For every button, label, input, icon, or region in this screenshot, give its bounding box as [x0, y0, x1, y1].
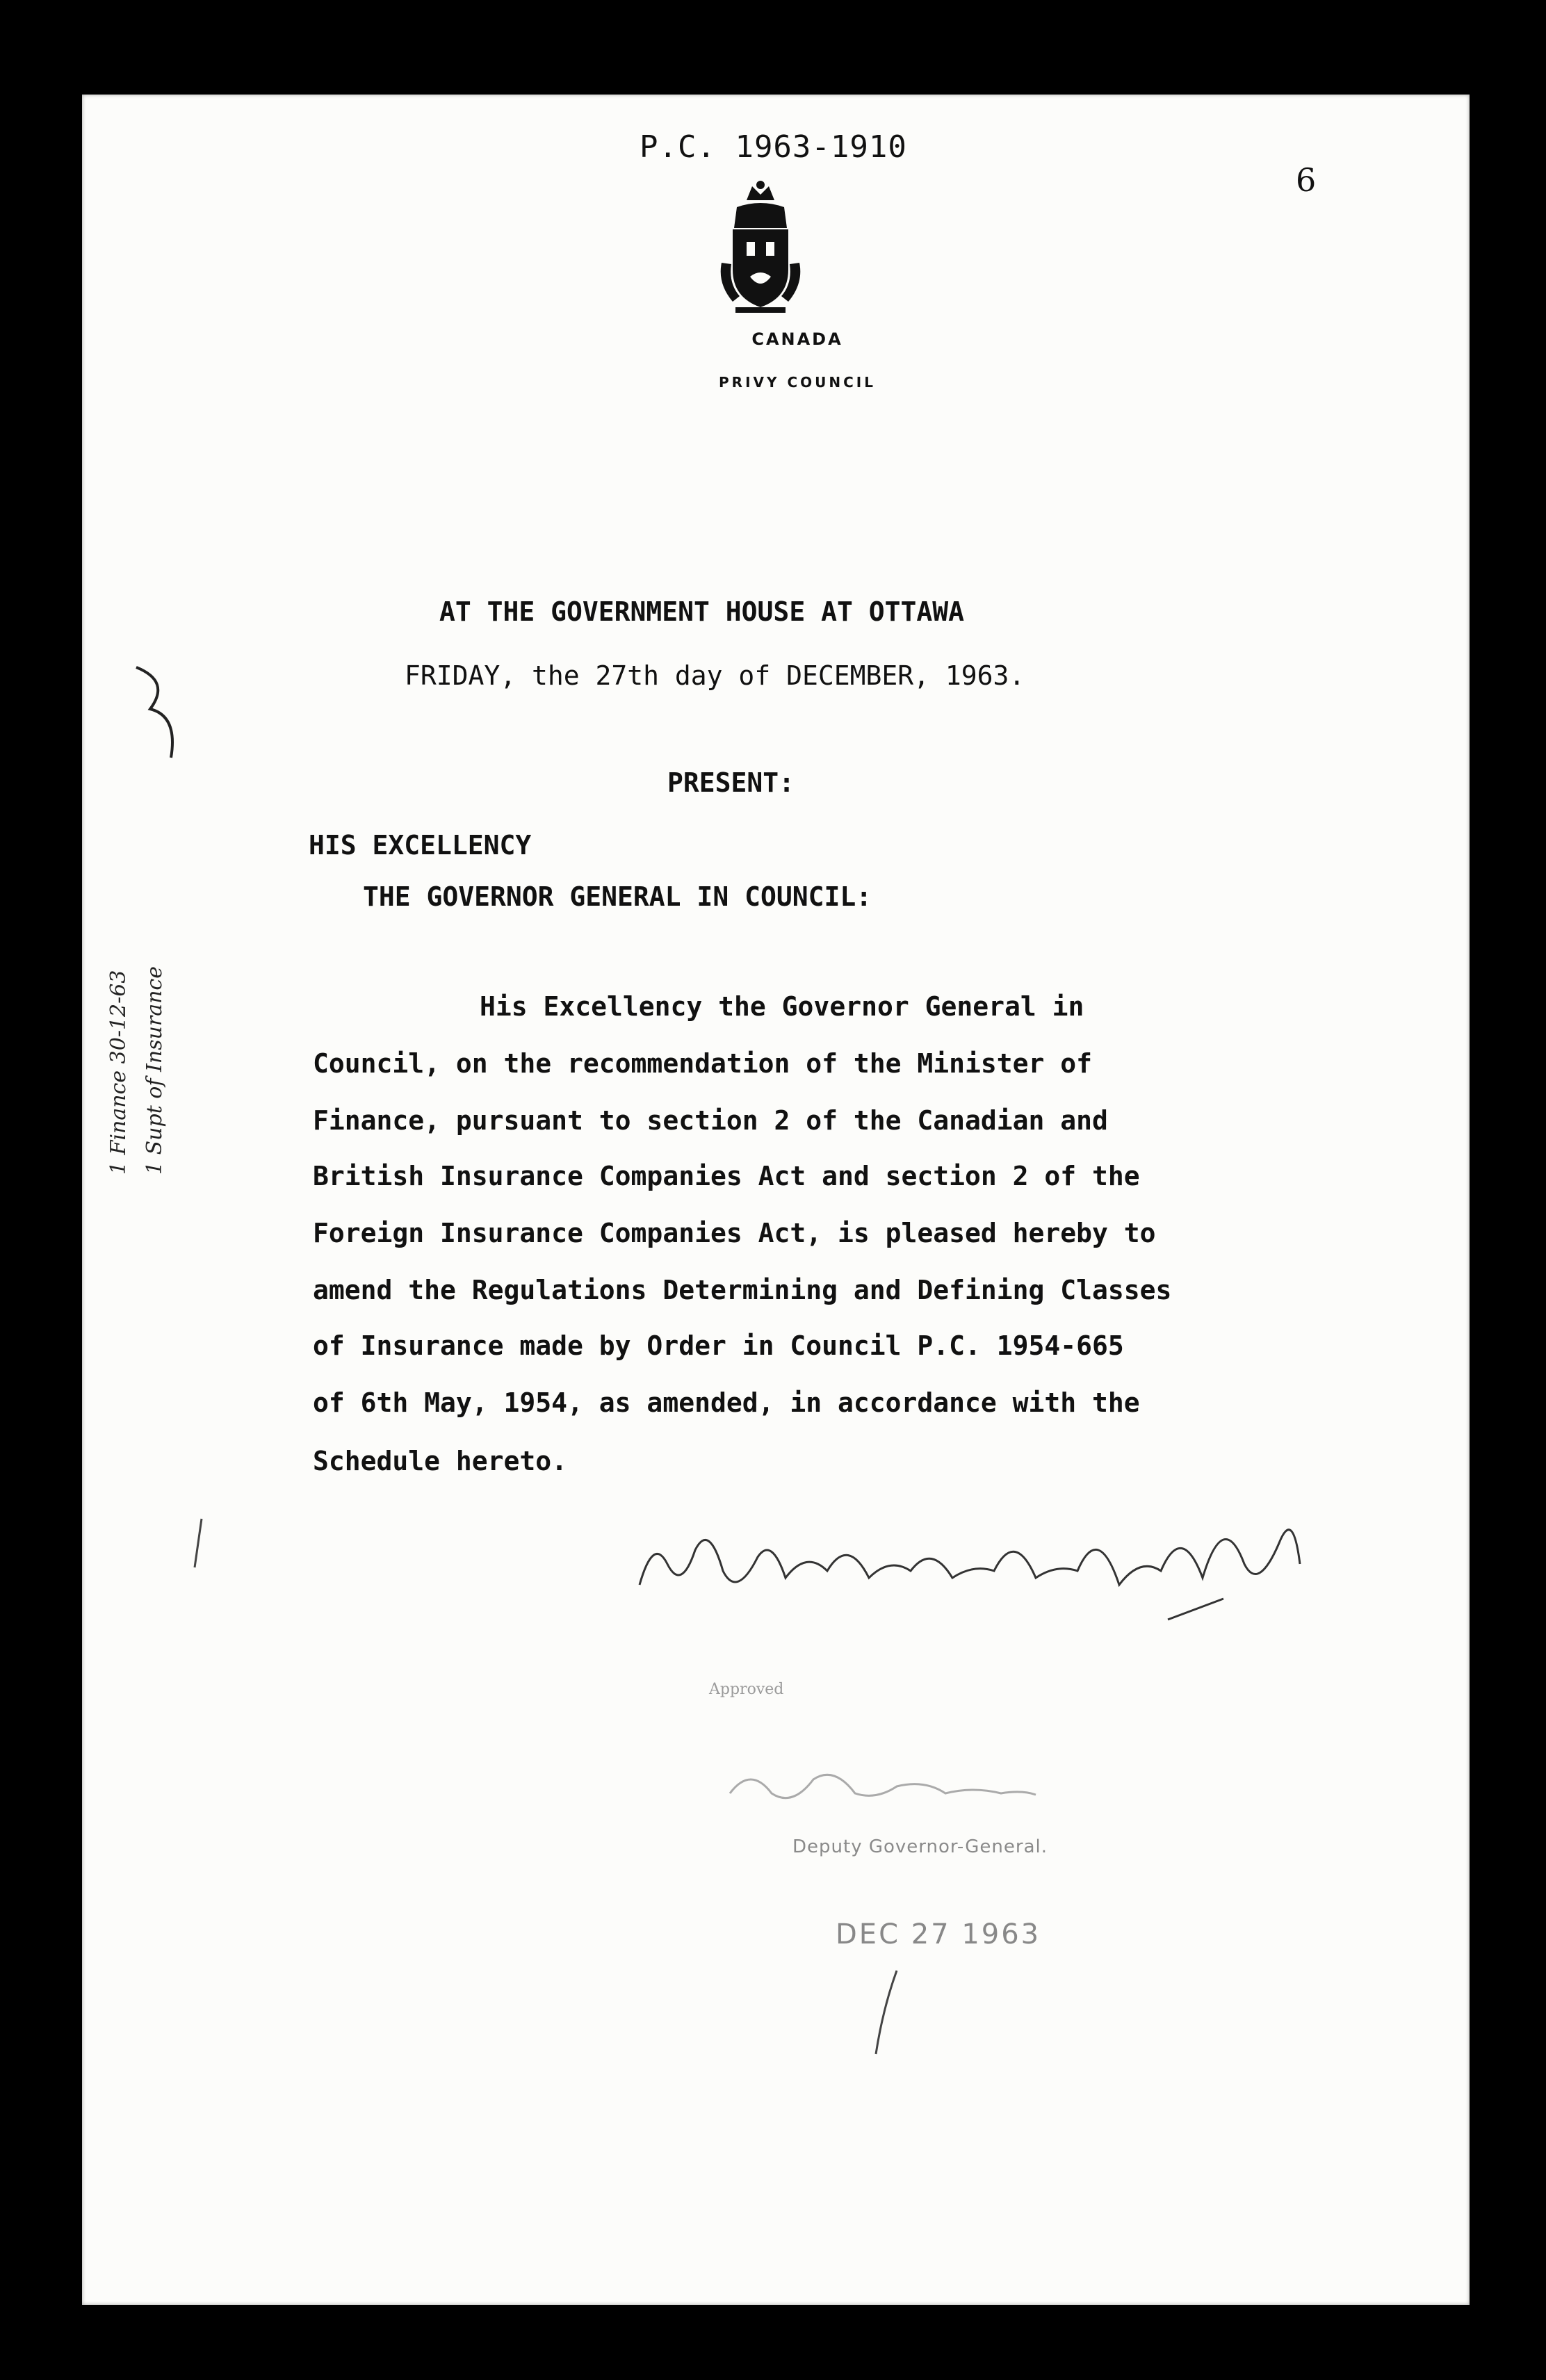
- date-stamp: DEC 27 1963: [836, 1918, 1041, 1950]
- body-line: British Insurance Companies Act and section 2 of the: [313, 1161, 1140, 1191]
- council-label: PRIVY COUNCIL: [719, 374, 876, 391]
- body-line: amend the Regulations Determining and Defining Classes: [313, 1275, 1172, 1305]
- body-line: His Excellency the Governor General in: [480, 991, 1084, 1022]
- meeting-location: AT THE GOVERNMENT HOUSE AT OTTAWA: [439, 596, 964, 627]
- coat-of-arms-icon: [712, 179, 809, 316]
- approved-stamp: Approved: [709, 1681, 784, 1698]
- pen-mark: [188, 1515, 215, 1571]
- meeting-date: FRIDAY, the 27th day of DECEMBER, 1963.: [405, 660, 1025, 691]
- body-line: Schedule hereto.: [313, 1446, 568, 1476]
- body-line: of 6th May, 1954, as amended, in accordance with the: [313, 1387, 1140, 1418]
- margin-note-line-1: 1 Finance 30-12-63: [106, 970, 131, 1175]
- order-number: P.C. 1963-1910: [640, 129, 907, 165]
- country-label: CANADA: [751, 329, 843, 349]
- body-line: of Insurance made by Order in Council P.C. 1954-665: [313, 1330, 1124, 1361]
- margin-note-line-2: 1 Supt of Insurance: [143, 966, 167, 1175]
- body-line: Council, on the recommendation of the Minister of: [313, 1048, 1093, 1079]
- body-line: Finance, pursuant to section 2 of the Canadian and: [313, 1105, 1108, 1136]
- signer-title: Deputy Governor-General.: [792, 1836, 1048, 1857]
- body-line: Foreign Insurance Companies Act, is pleased hereby to: [313, 1218, 1156, 1248]
- pen-mark: [862, 1967, 904, 2057]
- attendee-line-1: HIS EXCELLENCY: [309, 830, 532, 861]
- page-number: 6: [1296, 161, 1317, 199]
- governor-signature: [626, 1481, 1376, 1647]
- handwritten-bracket: [129, 660, 206, 765]
- deputy-signature: [723, 1752, 1043, 1821]
- attendee-line-2: THE GOVERNOR GENERAL IN COUNCIL:: [363, 881, 872, 912]
- document-page: [82, 95, 1470, 2305]
- present-label: PRESENT:: [667, 767, 795, 798]
- margin-annotation: [104, 876, 188, 1209]
